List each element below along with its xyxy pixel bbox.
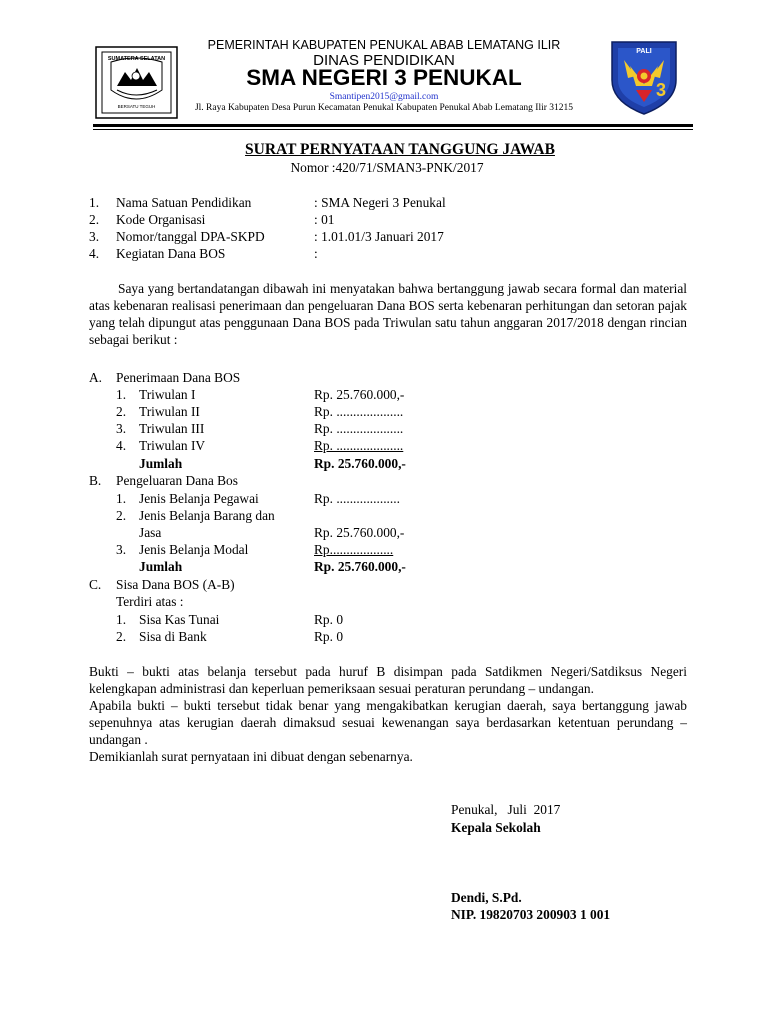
letterhead-rule-thick <box>93 124 693 127</box>
item-label: Sisa Kas Tunai <box>139 612 220 627</box>
section-letter: A. <box>89 370 103 385</box>
school-name: SMA NEGERI 3 PENUKAL <box>246 65 522 90</box>
item-amount: Rp. 25.760.000,- <box>314 525 405 540</box>
total-label: Jumlah <box>139 456 183 471</box>
list-item-number: 1. <box>116 387 127 402</box>
identity-label: Kegiatan Dana BOS <box>116 246 226 261</box>
item-label: Triwulan I <box>139 387 196 402</box>
list-item-number: 4. <box>89 246 100 261</box>
list-item-number: 3. <box>89 229 100 244</box>
government-name: PEMERINTAH KABUPATEN PENUKAL ABAB LEMATANG ILIR <box>207 38 561 52</box>
section-letter: C. <box>89 577 102 592</box>
item-label: Triwulan IV <box>139 438 206 453</box>
item-label: Jenis Belanja Modal <box>139 542 249 557</box>
school-address: Jl. Raya Kabupaten Desa Purun Kecamatan Penukal Kabupaten Penukal Abab Lematang Ilir 31215 <box>194 103 574 113</box>
total-label: Jumlah <box>139 559 183 574</box>
section-title: Pengeluaran Dana Bos <box>116 473 238 488</box>
pali-logo-number: 3 <box>655 80 666 100</box>
item-label: Triwulan II <box>139 404 200 419</box>
identity-label: Nama Satuan Pendidikan <box>116 195 252 210</box>
document-title: SURAT PERNYATAAN TANGGUNG JAWAB <box>245 141 555 158</box>
item-label: Jenis Belanja Barang dan <box>139 508 275 523</box>
list-item-number: 2. <box>116 404 127 419</box>
emblem-text-bottom: BERSATU TEGUH <box>117 104 156 109</box>
pali-logo-text: PALI <box>636 48 652 55</box>
signatory-name: Dendi, S.Pd. <box>451 890 522 905</box>
item-amount: Rp. 0 <box>314 612 344 627</box>
item-amount: Rp. 0 <box>314 629 344 644</box>
school-email: Smantipen2015@gmail.com <box>329 92 439 102</box>
department-name: DINAS PENDIDIKAN <box>313 52 455 69</box>
section-title: Sisa Dana BOS (A-B) <box>116 577 235 592</box>
item-label: Triwulan III <box>139 421 205 436</box>
identity-value: : 01 <box>314 212 335 227</box>
section-title: Penerimaan Dana BOS <box>116 370 241 385</box>
list-item-number: 2. <box>89 212 100 227</box>
total-amount: Rp. 25.760.000,- <box>314 456 406 471</box>
identity-label: Kode Organisasi <box>116 212 206 227</box>
list-item-number: 3. <box>116 421 127 436</box>
list-item-number: 3. <box>116 542 127 557</box>
total-amount: Rp. 25.760.000,- <box>314 559 406 574</box>
item-label-continued: Jasa <box>139 525 162 540</box>
document-number: Nomor :420/71/SMAN3-PNK/2017 <box>290 160 484 175</box>
item-label: Sisa di Bank <box>139 629 207 644</box>
intro-paragraph: Saya yang bertandatangan dibawah ini menyatakan bahwa bertanggung jawab secara formal dan material atas kebenaran realisasi penerimaan dan pengeluaran Dana BOS serta kebenaran perhitungan dan setoran pajak yang telah dipungut atas penggunaan Dana BOS pada Triwulan satu tahun anggaran 2017/2018 dengan rincian sebagai berikut : <box>89 281 687 347</box>
list-item-number: 1. <box>89 195 100 210</box>
closing-paragraph-final: Demikianlah surat pernyataan ini dibuat dengan sebenarnya. <box>89 749 413 764</box>
item-amount: Rp. .................... <box>314 438 404 453</box>
list-item-number: 2. <box>116 508 127 523</box>
section-letter: B. <box>89 473 102 488</box>
signatory-nip: NIP. 19820703 200903 1 001 <box>451 907 611 922</box>
closing-paragraph-responsibility: Apabila bukti – bukti tersebut tidak benar yang mengakibatkan kerugian daerah, saya bertanggung jawab sepenuhnya atas kerugian daerah dimaksud sesuai kewenangan saya berdasarkan ketentuan perundang – undangan . <box>89 698 687 747</box>
list-item-number: 2. <box>116 629 127 644</box>
item-amount: Rp................... <box>314 542 394 557</box>
list-item-number: 1. <box>116 491 127 506</box>
list-item-number: 4. <box>116 438 127 453</box>
list-item-number: 1. <box>116 612 127 627</box>
identity-value: : <box>314 246 318 261</box>
letterhead-rule-thin <box>93 129 693 130</box>
item-amount: Rp. .................... <box>314 421 404 436</box>
emblem-text-top: SUMATERA SELATAN <box>107 56 166 62</box>
identity-label: Nomor/tanggal DPA-SKPD <box>116 229 265 244</box>
signature-position: Kepala Sekolah <box>451 820 541 835</box>
item-amount: Rp. ................... <box>314 491 400 506</box>
closing-paragraph-evidence: Bukti – bukti atas belanja tersebut pada huruf B disimpan pada Satdikmen Negeri/Satdiksus Negeri kelengkapan administrasi dan keperluan pemeriksaan sesuai peraturan perundang – undangan. <box>89 664 687 696</box>
identity-value: : 1.01.01/3 Januari 2017 <box>314 229 444 244</box>
section-subtitle: Terdiri atas : <box>116 594 184 609</box>
signature-place-date: Penukal, Juli 2017 <box>451 802 561 817</box>
item-amount: Rp. .................... <box>314 404 404 419</box>
item-amount: Rp. 25.760.000,- <box>314 387 405 402</box>
identity-value: : SMA Negeri 3 Penukal <box>314 195 446 210</box>
item-label: Jenis Belanja Pegawai <box>139 491 259 506</box>
